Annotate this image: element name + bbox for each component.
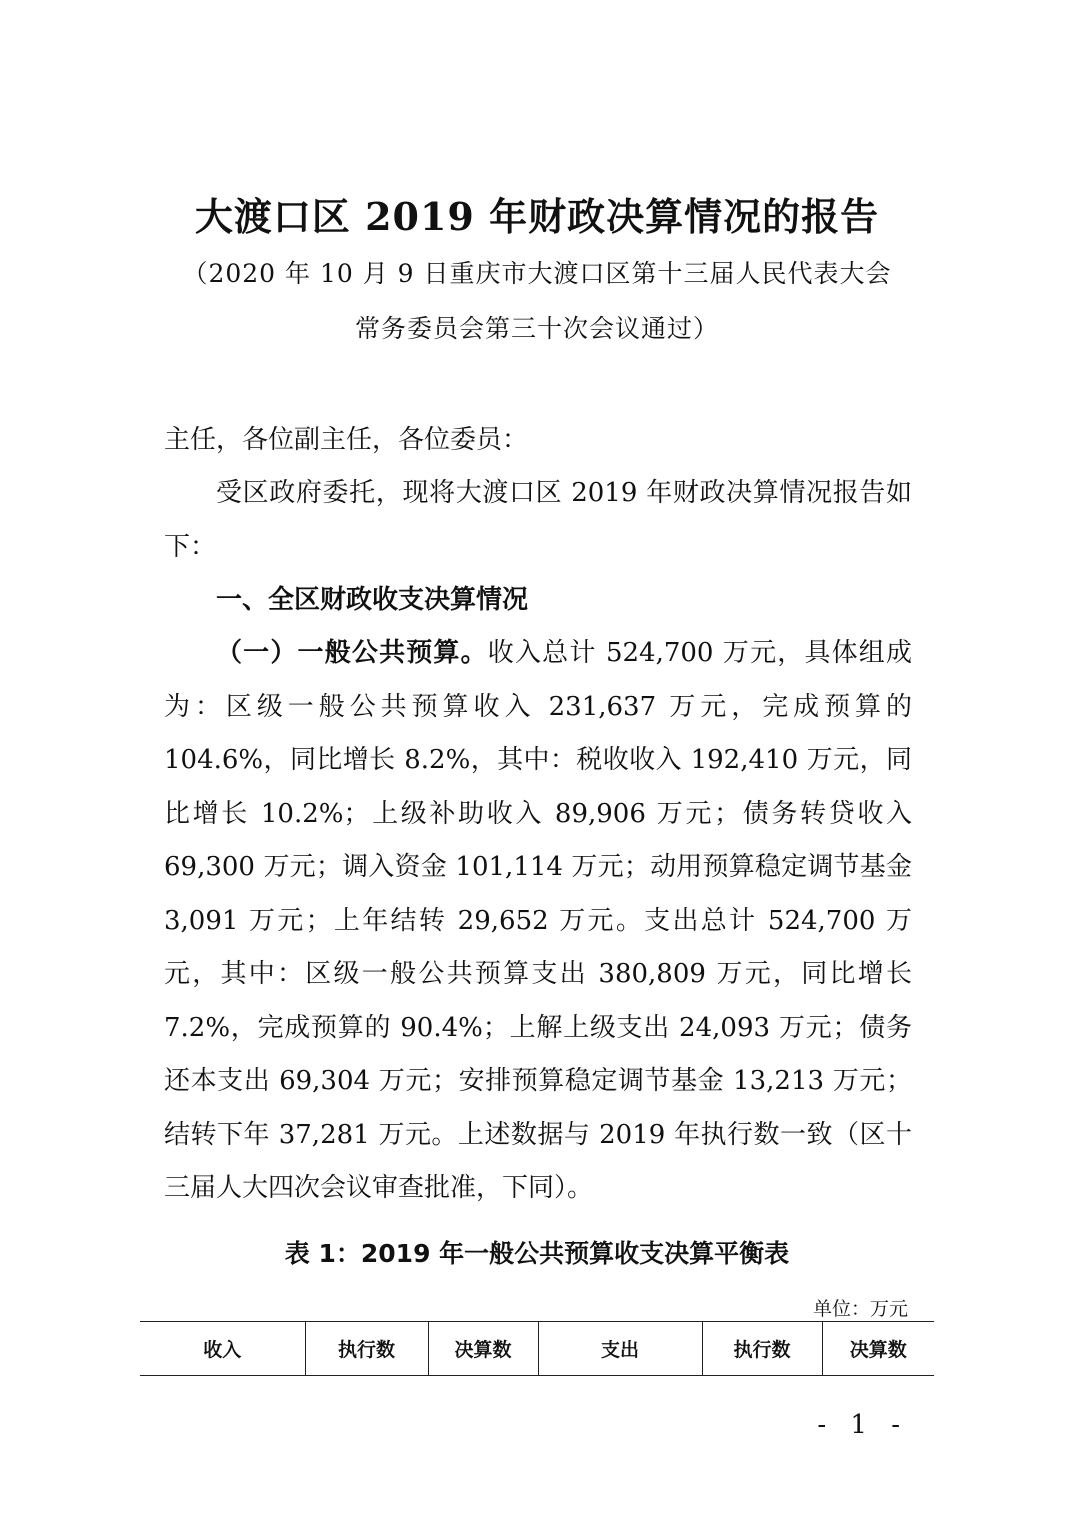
header-executed-income: 执行数 [305, 1322, 428, 1376]
general-budget-paragraph [164, 627, 912, 1216]
page-number: - 1 - [817, 1410, 908, 1440]
header-expenditure: 支出 [538, 1322, 702, 1376]
table-title: 表 1：2019 年一般公共预算收支决算平衡表 [284, 1239, 790, 1268]
header-income: 收入 [203, 1339, 242, 1361]
paragraph-subheading: （一）一般公共预算。 [216, 638, 488, 668]
report-subtitle-line1: （2020 年 10 月 9 日重庆市大渡口区第十三届人民代表大会 [182, 259, 892, 288]
header-final-expenditure: 决算数 [822, 1322, 934, 1376]
unit-label: 单位：万元 [812, 1298, 908, 1320]
report-title: 大渡口区 2019 年财政决算情况的报告 [194, 194, 880, 239]
section-heading: 一、全区财政收支决算情况 [216, 585, 529, 615]
paragraph-body: 收入总计 524,700 万元，具体组成为：区级一般公共预算收入 231,637 万元，完成预算的 104.6%，同比增长 8.2%，其中：税收收入 192,410 万元，同比增长 10.2%；上级补助收入 89,906 万元；债务转贷收入 69,300 万元；调入资金 101,114 万元；动用预算稳定调节基金 3,091 万元；上年结转 29,652 万元。支出总计 524,700 万元，其中：区级一般公共预算支出 380,809 万元，同比增长 7.2%，完成预算的 90.4%；上解上级支出 24,093 万元；债务还本支出 69,304 万元；安排预算稳定调节基金 13,213 万元；结转下年 37,281 万元。上述数据与 2019 年执行数一致（区十三届人大四次会议审查批准，下同）。 [164, 638, 912, 1203]
header-final-income: 决算数 [428, 1322, 538, 1376]
intro-paragraph: 受区政府委托，现将大渡口区 2019 年财政决算情况报告如下： [164, 478, 912, 562]
salutation: 主任，各位副主任，各位委员： [164, 425, 529, 455]
report-subtitle-line2: 常务委员会第三十次会议通过） [354, 314, 719, 343]
budget-balance-table [140, 1321, 934, 1376]
table-header-row [140, 1322, 934, 1376]
header-executed-expenditure: 执行数 [702, 1322, 822, 1376]
